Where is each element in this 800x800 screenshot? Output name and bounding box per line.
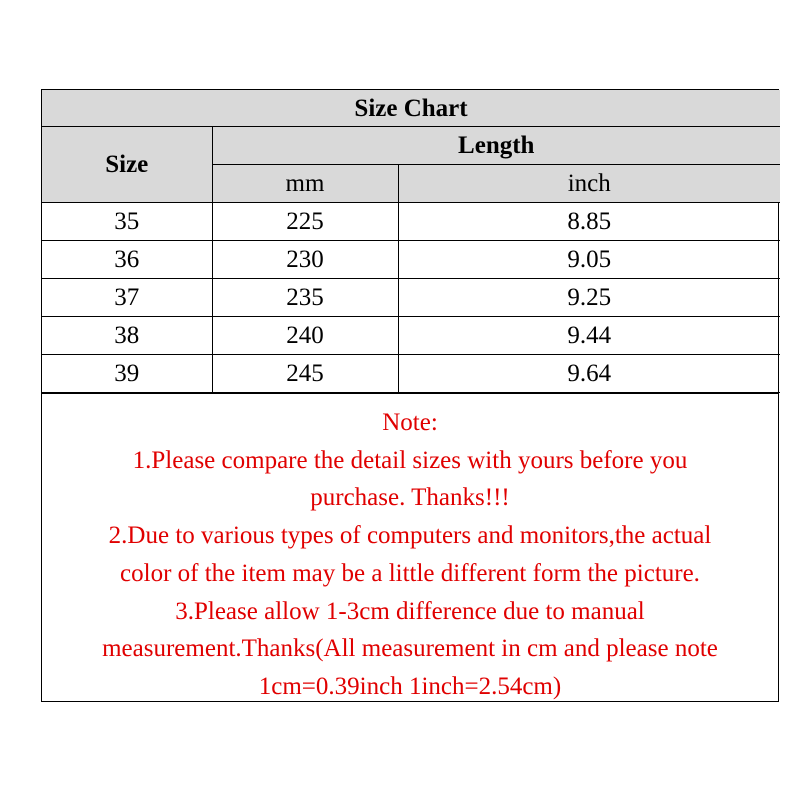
size-cell: 37 [42,279,212,317]
table-row [42,203,780,241]
mm-cell: 225 [212,203,398,241]
size-table [42,90,780,393]
mm-cell: 240 [212,317,398,355]
title-row [42,90,780,127]
size-cell: 39 [42,355,212,393]
inch-cell: 9.25 [398,279,780,317]
note-line: 1.Please compare the detail sizes with yours before you [132,446,688,474]
inch-cell: 9.44 [398,317,780,355]
note-line: 3.Please allow 1-3cm difference due to manual [175,597,645,625]
inch-cell: 9.05 [398,241,780,279]
size-cell: 36 [42,241,212,279]
note-line: 2.Due to various types of computers and monitors,the actual [108,522,712,550]
inch-cell: 9.64 [398,355,780,393]
mm-header: mm [212,165,398,203]
note-section [42,393,778,709]
mm-cell: 235 [212,279,398,317]
note-line: color of the item may be a little different form the picture. [120,559,700,587]
mm-cell: 230 [212,241,398,279]
note-line: purchase. Thanks!!! [310,484,510,512]
inch-cell: 8.85 [398,203,780,241]
size-header: Size [42,127,212,203]
table-row [42,241,780,279]
size-cell: 35 [42,203,212,241]
mm-cell: 245 [212,355,398,393]
size-cell: 38 [42,317,212,355]
table-row [42,279,780,317]
length-header: Length [212,127,780,165]
note-line: 1cm=0.39inch 1inch=2.54cm) [258,672,562,700]
note-heading: Note: [382,409,438,436]
table-row [42,355,780,393]
size-chart [41,89,779,702]
note-line: measurement.Thanks(All measurement in cm and please note [102,635,718,663]
length-header-row [42,127,780,165]
inch-header: inch [398,165,780,203]
chart-title: Size Chart [42,90,780,127]
table-row [42,317,780,355]
